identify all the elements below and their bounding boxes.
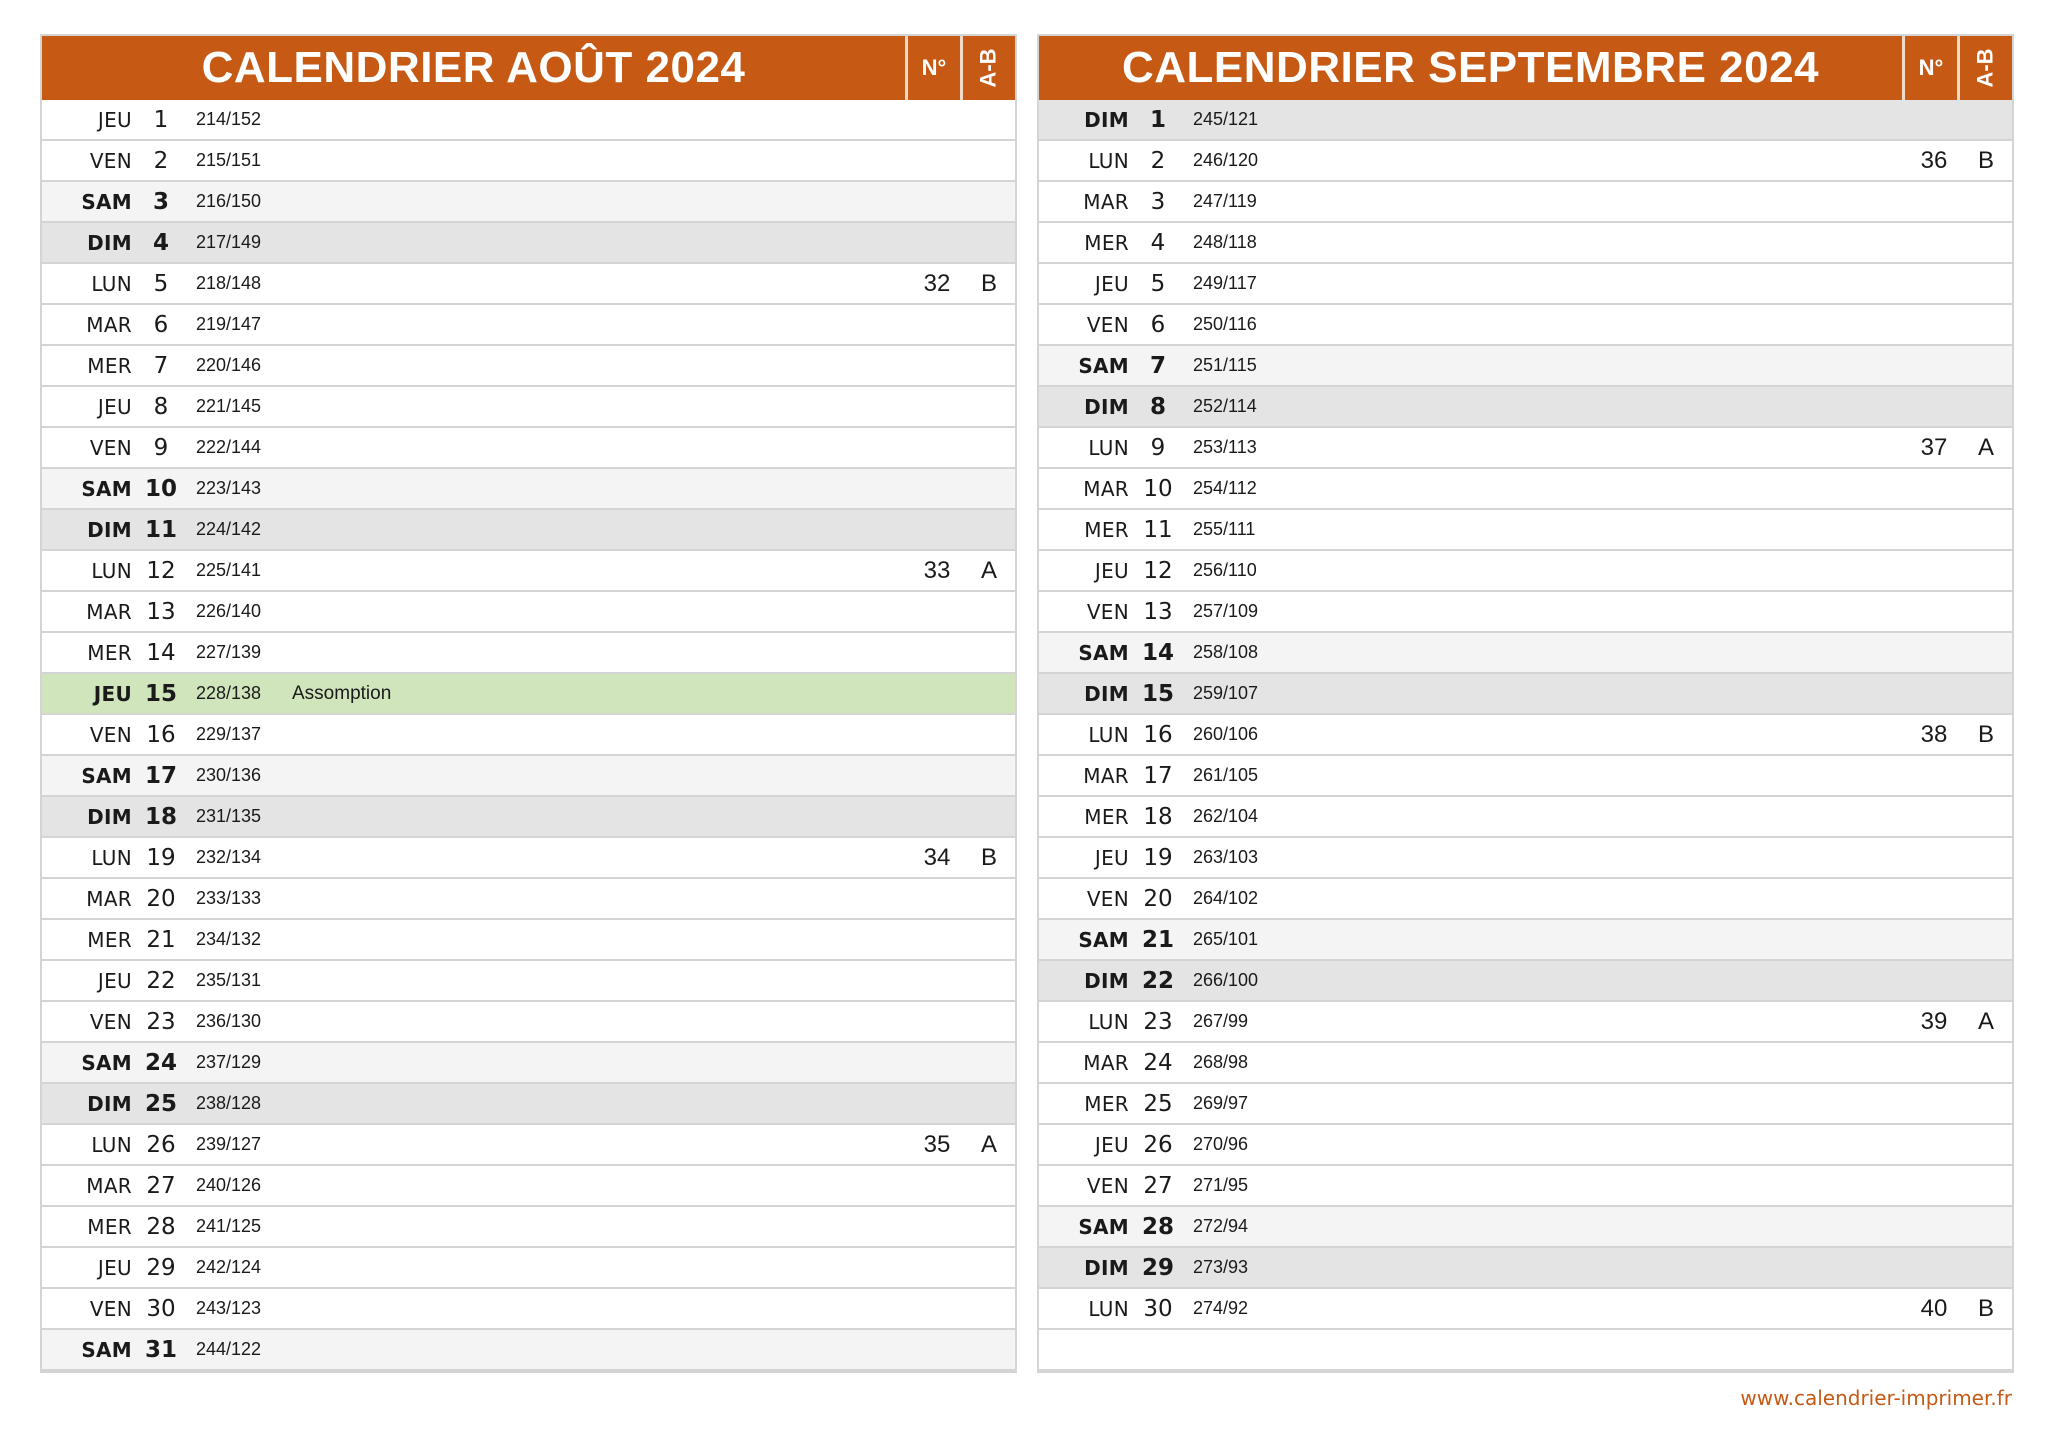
- day-of-year: 233/133: [196, 888, 262, 908]
- day-number: 17: [144, 762, 177, 789]
- day-of-week: MER: [1084, 517, 1129, 542]
- day-row: [42, 879, 1015, 920]
- day-of-week: VEN: [89, 722, 132, 747]
- day-of-week: LUN: [1088, 722, 1129, 747]
- day-number: 24: [1143, 1049, 1173, 1076]
- day-row: [1039, 961, 2012, 1002]
- day-of-year: 229/137: [196, 724, 262, 744]
- day-row: [42, 469, 1015, 510]
- week-number-column-header: N°: [905, 36, 960, 100]
- day-row: [42, 1084, 1015, 1125]
- day-of-week: MER: [87, 640, 132, 665]
- day-of-week: JEU: [93, 681, 132, 706]
- day-of-year: 217/149: [196, 232, 262, 252]
- day-of-week: VEN: [1086, 1173, 1129, 1198]
- day-of-week: JEU: [97, 968, 132, 993]
- day-number: 22: [1141, 967, 1174, 994]
- day-number: 12: [1143, 557, 1173, 584]
- day-of-week: MAR: [86, 1173, 132, 1198]
- day-number: 17: [1143, 762, 1173, 789]
- day-of-year: 258/108: [1193, 642, 1259, 662]
- day-row: [42, 1166, 1015, 1207]
- day-of-week: SAM: [1078, 927, 1129, 952]
- day-of-week: LUN: [91, 558, 132, 583]
- day-row: [1039, 1166, 2012, 1207]
- day-number: 5: [153, 270, 169, 297]
- day-number: 26: [146, 1131, 176, 1158]
- day-of-week: MER: [1084, 230, 1129, 255]
- day-row: [42, 674, 1015, 715]
- day-of-week: VEN: [89, 148, 132, 173]
- day-of-week: MAR: [86, 599, 132, 624]
- day-number: 8: [153, 393, 169, 420]
- day-row: [1039, 428, 2012, 469]
- day-of-year: 251/115: [1193, 355, 1257, 375]
- day-of-week: MAR: [86, 312, 132, 337]
- day-number: 23: [1143, 1008, 1173, 1035]
- day-of-year: 245/121: [1193, 109, 1259, 129]
- day-of-year: 255/111: [1193, 519, 1256, 539]
- day-of-week: LUN: [1088, 148, 1129, 173]
- day-of-year: 216/150: [196, 191, 262, 211]
- day-row: [42, 1207, 1015, 1248]
- day-row: [1039, 100, 2012, 141]
- day-of-week: MER: [87, 353, 132, 378]
- day-note: Assomption: [292, 682, 392, 704]
- day-number: 30: [146, 1295, 176, 1322]
- day-row: [42, 1125, 1015, 1166]
- day-row: [42, 1043, 1015, 1084]
- day-of-week: JEU: [97, 394, 132, 419]
- day-row: [42, 1002, 1015, 1043]
- day-row: [1039, 264, 2012, 305]
- day-of-year: 247/119: [1193, 191, 1257, 211]
- day-of-week: MAR: [1083, 763, 1129, 788]
- day-of-year: 268/98: [1193, 1052, 1249, 1072]
- day-of-week: SAM: [81, 1337, 132, 1362]
- day-of-year: 253/113: [1193, 437, 1257, 457]
- day-of-week: LUN: [1088, 1296, 1129, 1321]
- day-of-week: JEU: [1094, 271, 1129, 296]
- day-of-year: 250/116: [1193, 314, 1257, 334]
- day-of-week: VEN: [89, 1296, 132, 1321]
- day-row: [1039, 674, 2012, 715]
- day-of-year: 228/138: [196, 683, 262, 703]
- day-of-week: SAM: [1078, 1214, 1129, 1239]
- day-number: 11: [144, 516, 177, 543]
- day-of-year: 235/131: [196, 970, 262, 990]
- day-of-year: 222/144: [196, 437, 262, 457]
- day-row: [1039, 920, 2012, 961]
- day-number: 23: [146, 1008, 176, 1035]
- day-number: 1: [1149, 106, 1166, 133]
- empty-row: [1039, 1330, 2012, 1371]
- day-of-week: VEN: [1086, 599, 1129, 624]
- day-number: 18: [144, 803, 177, 830]
- day-of-week: VEN: [89, 1009, 132, 1034]
- day-row: [1039, 756, 2012, 797]
- day-of-week: LUN: [91, 1132, 132, 1157]
- day-of-week: DIM: [87, 804, 132, 829]
- day-number: 20: [146, 885, 176, 912]
- day-number: 9: [1150, 434, 1166, 461]
- month-header: [1039, 36, 2012, 100]
- day-of-year: 226/140: [196, 601, 262, 621]
- day-of-week: DIM: [1084, 394, 1129, 419]
- day-of-week: MAR: [1083, 189, 1129, 214]
- day-of-week: JEU: [1094, 845, 1129, 870]
- day-of-year: 249/117: [1193, 273, 1257, 293]
- day-of-year: 260/106: [1193, 724, 1259, 744]
- day-of-year: 238/128: [196, 1093, 262, 1113]
- day-row: [1039, 141, 2012, 182]
- day-of-year: 218/148: [196, 273, 262, 293]
- ab-week: B: [1977, 720, 1994, 748]
- day-number: 25: [144, 1090, 177, 1117]
- week-number: 38: [1920, 720, 1948, 748]
- day-of-week: LUN: [1088, 435, 1129, 460]
- day-of-week: LUN: [91, 845, 132, 870]
- day-of-week: DIM: [1084, 107, 1129, 132]
- day-row: [1039, 346, 2012, 387]
- day-row: [1039, 1002, 2012, 1043]
- week-number: 33: [923, 556, 951, 584]
- day-number: 30: [1143, 1295, 1173, 1322]
- day-number: 28: [146, 1213, 176, 1240]
- week-number: 37: [1920, 433, 1948, 461]
- day-number: 10: [1143, 475, 1173, 502]
- day-of-year: 219/147: [196, 314, 262, 334]
- day-row: [42, 633, 1015, 674]
- day-number: 29: [146, 1254, 176, 1281]
- day-of-week: MER: [87, 927, 132, 952]
- day-of-year: 265/101: [1193, 929, 1259, 949]
- day-of-year: 254/112: [1193, 478, 1257, 498]
- day-of-year: 240/126: [196, 1175, 262, 1195]
- day-row: [42, 305, 1015, 346]
- day-of-year: 266/100: [1193, 970, 1259, 990]
- day-row: [1039, 797, 2012, 838]
- day-number: 5: [1150, 270, 1166, 297]
- day-of-year: 272/94: [1193, 1216, 1249, 1236]
- day-row: [42, 510, 1015, 551]
- day-rows: [1039, 100, 2012, 1371]
- day-of-year: 269/97: [1193, 1093, 1249, 1113]
- ab-week: B: [1977, 1294, 1994, 1322]
- day-of-week: LUN: [1088, 1009, 1129, 1034]
- day-row: [42, 756, 1015, 797]
- day-row: [42, 387, 1015, 428]
- day-row: [1039, 1248, 2012, 1289]
- day-of-year: 246/120: [1193, 150, 1259, 170]
- day-of-week: SAM: [81, 189, 132, 214]
- day-of-year: 252/114: [1193, 396, 1257, 416]
- day-of-week: JEU: [1094, 1132, 1129, 1157]
- ab-week: B: [980, 269, 997, 297]
- day-number: 28: [1141, 1213, 1174, 1240]
- month-title: CALENDRIER SEPTEMBRE 2024: [1121, 43, 1820, 92]
- day-number: 4: [1150, 229, 1166, 256]
- day-of-week: MAR: [1083, 476, 1129, 501]
- day-number: 13: [146, 598, 176, 625]
- day-row: [42, 592, 1015, 633]
- day-of-week: MER: [1084, 1091, 1129, 1116]
- day-of-year: 242/124: [196, 1257, 262, 1277]
- week-number-column-header: N°: [1902, 36, 1957, 100]
- day-number: 27: [1143, 1172, 1173, 1199]
- day-row: [1039, 1125, 2012, 1166]
- day-number: 31: [144, 1336, 177, 1363]
- day-of-year: 230/136: [196, 765, 262, 785]
- day-row: [1039, 510, 2012, 551]
- day-of-year: 244/122: [196, 1339, 262, 1359]
- day-rows: [42, 100, 1015, 1371]
- day-row: [1039, 469, 2012, 510]
- day-row: [1039, 715, 2012, 756]
- ab-column-header: [960, 36, 1015, 100]
- day-number: 10: [144, 475, 177, 502]
- day-row: [1039, 1043, 2012, 1084]
- day-of-year: 243/123: [196, 1298, 262, 1318]
- day-number: 16: [146, 721, 176, 748]
- day-row: [1039, 838, 2012, 879]
- day-row: [42, 1330, 1015, 1371]
- day-number: 16: [1143, 721, 1173, 748]
- day-number: 21: [146, 926, 176, 953]
- day-row: [1039, 223, 2012, 264]
- day-number: 3: [152, 188, 169, 215]
- ab-week: A: [980, 1130, 997, 1158]
- ab-column-header-label: A-B: [1972, 48, 1998, 88]
- ab-column-header-label: A-B: [975, 48, 1001, 88]
- day-number: 18: [1143, 803, 1173, 830]
- day-row: [42, 100, 1015, 141]
- day-row: [1039, 182, 2012, 223]
- week-number: 39: [1920, 1007, 1948, 1035]
- day-number: 4: [152, 229, 169, 256]
- day-of-year: 223/143: [196, 478, 262, 498]
- day-number: 7: [1149, 352, 1166, 379]
- day-of-week: MAR: [1083, 1050, 1129, 1075]
- day-number: 21: [1141, 926, 1174, 953]
- day-of-week: MAR: [86, 886, 132, 911]
- day-of-week: LUN: [91, 271, 132, 296]
- day-of-week: DIM: [87, 517, 132, 542]
- day-of-year: 225/141: [196, 560, 262, 580]
- day-of-week: JEU: [97, 1255, 132, 1280]
- day-of-week: DIM: [1084, 681, 1129, 706]
- day-of-year: 232/134: [196, 847, 262, 867]
- day-row: [1039, 1084, 2012, 1125]
- day-row: [42, 1289, 1015, 1330]
- day-number: 9: [153, 434, 169, 461]
- day-of-year: 262/104: [1193, 806, 1259, 826]
- day-of-year: 259/107: [1193, 683, 1259, 703]
- ab-week: A: [980, 556, 997, 584]
- day-row: [42, 920, 1015, 961]
- ab-week: A: [1977, 433, 1994, 461]
- day-row: [42, 223, 1015, 264]
- day-row: [1039, 305, 2012, 346]
- week-number: 35: [923, 1130, 951, 1158]
- week-number: 34: [923, 843, 951, 871]
- day-of-week: VEN: [1086, 312, 1129, 337]
- day-of-week: SAM: [1078, 353, 1129, 378]
- day-row: [42, 141, 1015, 182]
- week-number: 40: [1920, 1294, 1948, 1322]
- day-of-week: DIM: [87, 1091, 132, 1116]
- day-number: 2: [153, 147, 169, 174]
- day-of-week: MER: [1084, 804, 1129, 829]
- day-row: [42, 715, 1015, 756]
- day-number: 27: [146, 1172, 176, 1199]
- day-of-year: 264/102: [1193, 888, 1259, 908]
- day-of-week: SAM: [81, 1050, 132, 1075]
- day-of-week: MER: [87, 1214, 132, 1239]
- day-of-year: 248/118: [1193, 232, 1257, 252]
- ab-week: B: [980, 843, 997, 871]
- day-number: 6: [1150, 311, 1166, 338]
- day-of-week: VEN: [1086, 886, 1129, 911]
- ab-column-header: [1957, 36, 2012, 100]
- day-of-year: 227/139: [196, 642, 262, 662]
- day-of-year: 274/92: [1193, 1298, 1249, 1318]
- day-number: 8: [1149, 393, 1166, 420]
- day-row: [1039, 551, 2012, 592]
- day-of-week: JEU: [1094, 558, 1129, 583]
- day-row: [1039, 633, 2012, 674]
- day-of-year: 267/99: [1193, 1011, 1249, 1031]
- month-title: CALENDRIER AOÛT 2024: [201, 43, 746, 92]
- day-of-year: 239/127: [196, 1134, 262, 1154]
- week-number: 32: [923, 269, 951, 297]
- day-number: 14: [1141, 639, 1174, 666]
- day-of-year: 270/96: [1193, 1134, 1249, 1154]
- day-of-year: 236/130: [196, 1011, 262, 1031]
- day-of-year: 231/135: [196, 806, 262, 826]
- day-of-week: JEU: [97, 107, 132, 132]
- day-number: 1: [153, 106, 169, 133]
- day-of-year: 234/132: [196, 929, 262, 949]
- day-row: [1039, 1289, 2012, 1330]
- calendar-september: [1037, 34, 2014, 1373]
- day-row: [42, 961, 1015, 1002]
- day-number: 12: [146, 557, 176, 584]
- day-of-year: 261/105: [1193, 765, 1259, 785]
- day-row: [42, 1248, 1015, 1289]
- ab-week: B: [1977, 146, 1994, 174]
- day-of-week: DIM: [87, 230, 132, 255]
- site-link[interactable]: www.calendrier-imprimer.fr: [1740, 1386, 2012, 1410]
- day-of-year: 263/103: [1193, 847, 1259, 867]
- day-row: [1039, 879, 2012, 920]
- day-number: 7: [153, 352, 169, 379]
- day-of-year: 224/142: [196, 519, 262, 539]
- month-header: [42, 36, 1015, 100]
- day-row: [42, 346, 1015, 387]
- day-of-week: SAM: [81, 763, 132, 788]
- day-number: 20: [1143, 885, 1173, 912]
- day-number: 25: [1143, 1090, 1173, 1117]
- day-of-week: SAM: [1078, 640, 1129, 665]
- day-row: [42, 182, 1015, 223]
- day-of-year: 273/93: [1193, 1257, 1249, 1277]
- day-of-year: 221/145: [196, 396, 262, 416]
- day-number: 26: [1143, 1131, 1173, 1158]
- day-number: 6: [153, 311, 169, 338]
- day-number: 11: [1143, 516, 1173, 543]
- day-of-week: VEN: [89, 435, 132, 460]
- day-row: [42, 428, 1015, 469]
- day-row: [42, 838, 1015, 879]
- day-of-year: 214/152: [196, 109, 262, 129]
- day-of-year: 237/129: [196, 1052, 262, 1072]
- day-number: 14: [146, 639, 176, 666]
- day-of-week: SAM: [81, 476, 132, 501]
- day-number: 3: [1150, 188, 1166, 215]
- day-row: [42, 797, 1015, 838]
- day-number: 29: [1141, 1254, 1174, 1281]
- day-row: [42, 551, 1015, 592]
- day-number: 24: [144, 1049, 177, 1076]
- calendar-august: [40, 34, 1017, 1373]
- day-row: [1039, 592, 2012, 633]
- day-of-week: DIM: [1084, 968, 1129, 993]
- day-of-year: 271/95: [1193, 1175, 1249, 1195]
- day-of-year: 241/125: [196, 1216, 262, 1236]
- day-row: [42, 264, 1015, 305]
- day-of-year: 257/109: [1193, 601, 1259, 621]
- day-of-week: DIM: [1084, 1255, 1129, 1280]
- day-number: 15: [144, 680, 177, 707]
- day-number: 13: [1143, 598, 1173, 625]
- day-of-year: 256/110: [1193, 560, 1257, 580]
- day-of-year: 215/151: [196, 150, 262, 170]
- ab-week: A: [1977, 1007, 1994, 1035]
- day-row: [1039, 387, 2012, 428]
- day-of-year: 220/146: [196, 355, 262, 375]
- day-number: 2: [1150, 147, 1166, 174]
- day-number: 22: [146, 967, 176, 994]
- day-row: [1039, 1207, 2012, 1248]
- day-number: 19: [146, 844, 176, 871]
- day-number: 19: [1143, 844, 1173, 871]
- week-number: 36: [1920, 146, 1948, 174]
- day-number: 15: [1141, 680, 1174, 707]
